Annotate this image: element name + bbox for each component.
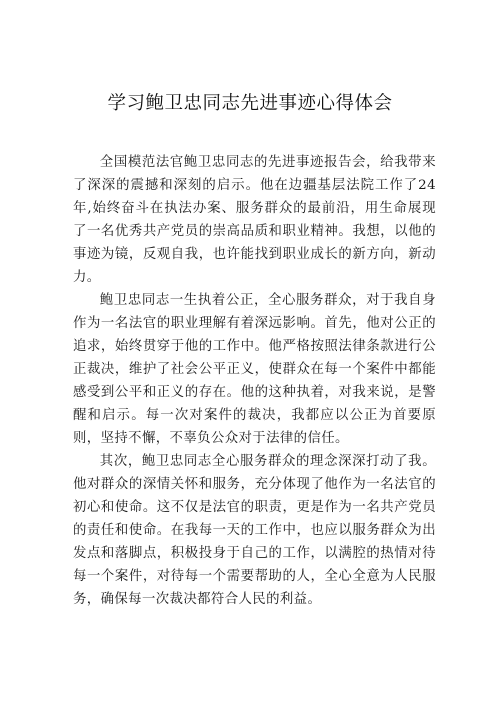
document-body xyxy=(73,151,436,611)
paragraph: 其次，鲍卫忠同志全心服务群众的理念深深打动了我。他对群众的深情关怀和服务，充分体现了他作为一名法官的初心和使命。这不仅是法官的职责，更是作为一名共产党员的责任和使命。在我每一天的工作中，也应以服务群众为出发点和落脚点，积极投身于自己的工作，以满腔的热情对待每一个案件，对待每一个需要帮助的人，全心全意为人民服务，确保每一次裁决都符合人民的利益。 xyxy=(73,454,436,607)
paragraph: 鲍卫忠同志一生执着公正，全心服务群众，对于我自身作为一名法官的职业理解有着深远影响。首先，他对公正的追求，始终贯穿于他的工作中。他严格按照法律条款进行公正裁决，维护了社会公平正义，使群众在每一个案件中都能感受到公平和正义的存在。他的这种执着，对我来说，是警醒和启示。每一次对案件的裁决，我都应以公正为首要原则，坚持不懈，不辜负公众对于法律的信任。 xyxy=(73,293,436,446)
paragraph: 全国模范法官鲍卫忠同志的先进事迹报告会，给我带来了深深的震撼和深刻的启示。他在边疆基层法院工作了24年,始终奋斗在执法办案、服务群众的最前沿，用生命展现了一名优秀共产党员的崇高品质和职业精神。我想，以他的事迹为镜，反观自我，也许能找到职业成长的新方向，新动力。 xyxy=(73,155,436,285)
document-title: 学习鲍卫忠同志先进事迹心得体会 xyxy=(107,93,393,114)
